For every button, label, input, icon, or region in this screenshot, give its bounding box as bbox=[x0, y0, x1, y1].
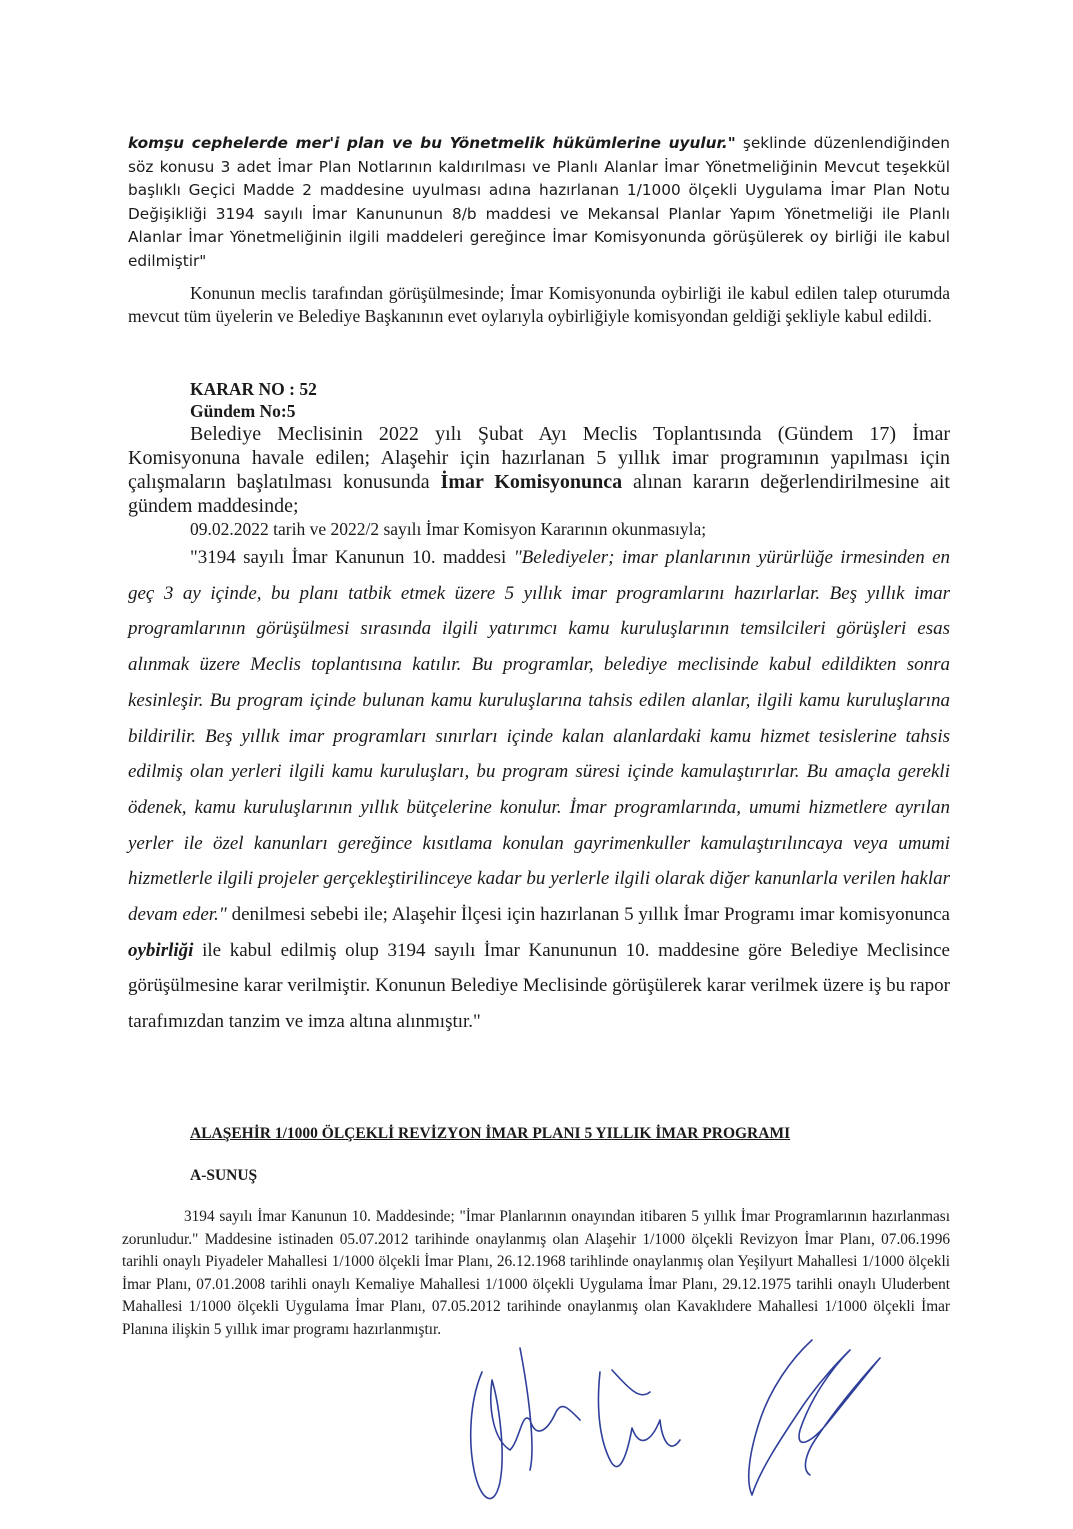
law-intro: "3194 sayılı İmar Kanunun 10. maddesi bbox=[190, 547, 514, 568]
paragraph-sunus: 3194 sayılı İmar Kanunun 10. Maddesinde; "İmar Planlarının onayından itibaren 5 yıllık İmar Programlarının hazırlanması zorunludur." Maddesine istinaden 05.07.2012 tarihinde onaylanmış olan Alaşehir 1/1000 ölçekli Revizyon İmar Planı, 07.06.1996 tarihli onaylı Piyadeler Mahallesi 1/1000 ölçekli İmar Planı, 26.12.1968 tarihlinde onaylanmış olan Yeşilyurt Mahallesi 1/1000 ölçekli İmar Planı, 07.01.2008 tarihli onaylı Kemaliye Mahallesi 1/1000 ölçekli Uygulama İmar Planı, 29.12.1975 tarihli onaylı Uluderbent Mahallesi 1/1000 ölçekli Uygulama İmar Planı, 07.05.2012 tarihinde onaylanmış olan Kavaklıdere Mahallesi 1/1000 ölçekli İmar Planına ilişkin 5 yıllık imar programı hazırlanmıştır. bbox=[122, 1208, 950, 1338]
agenda-text-1: Belediye Meclisinin 2022 yılı Şubat Ayı Meclis Toplantısında (Gündem 17) İmar Komisyonuna havale edilen; Alaşehir için hazırlanan 5 yıllık imar programının yapılması için çalışmaların başlatılması konusunda bbox=[128, 423, 950, 493]
section-title: ALAŞEHİR 1/1000 ÖLÇEKLİ REVİZYON İMAR PLANI 5 YILLIK İMAR PROGRAMI bbox=[190, 1125, 791, 1142]
law-bold: oybirliği bbox=[128, 939, 194, 961]
paragraph-law-quote bbox=[128, 540, 950, 1040]
paragraph-lead-emphasis: komşu cephelerde mer'i plan ve bu Yönetmelik hükümlerine uyulur." bbox=[128, 134, 736, 152]
agenda-text-2: alınan kararın değerlendirilmesine ait gündem maddesinde; bbox=[128, 471, 950, 517]
sub-title: A-SUNUŞ bbox=[190, 1167, 258, 1184]
signature-1 bbox=[471, 1348, 580, 1499]
signature-3 bbox=[749, 1340, 880, 1495]
law-end: ile kabul edilmiş olup 3194 sayılı İmar Kanununun 10. maddesine göre Belediye Meclisince görüşülmesine karar verilmiştir. Konunun Belediye Meclisinde görüşülerek karar verilmek üzere iş bu rapor tarafımızdan tanzim ve imza altına alınmıştır." bbox=[128, 939, 950, 1033]
gundem-no: Gündem No:5 bbox=[190, 401, 296, 421]
paragraph-plan-notes bbox=[128, 132, 950, 273]
law-mid: denilmesi sebebi ile; Alaşehir İlçesi için hazırlanan 5 yıllık İmar Programı imar komisyonunca bbox=[226, 904, 950, 926]
decision-header bbox=[190, 378, 317, 422]
paragraph-council-decision: Konunun meclis tarafından görüşülmesinde; İmar Komisyonunda oybirliği ile kabul edilen talep oturumda mevcut tüm üyelerin ve Belediye Başkanının evet oylarıyla oybirliğiyle komisyondan geldiği şekliyle kabul edildi. bbox=[128, 283, 950, 326]
law-quote: "Belediyeler; imar planlarının yürürlüğe irmesinden en geç 3 ay içinde, bu planı tatbik etmek üzere 5 yıllık imar programlarını hazırlarlar. Beş yıllık imar programlarının görüşülmesi sırasında ilgili yatırımcı kamu kuruluşlarının temsilcileri görüşleri esas alınmak üzere Meclis toplantısına katılır. Bu programlar, belediye meclisinde kabul edildikten sonra kesinleşir. Bu program içinde bulunan kamu kuruluşlarına tahsis edilen alanlar, ilgili kamu kuruluşlarına bildirilir. Beş yıllık imar programları sınırları içinde kalan alanlardaki kamu hizmet tesislerine tahsis edilmiş olan yerleri ilgili kamu kuruluşları, bu program süresi içinde kamulaştırırlar. Bu amaçla gerekli ödenek, kamu kuruluşlarının yıllık bütçelerine konulur. İmar programlarında, umumi hizmetlere ayrılan yerler ile özel kanunları gereğince kısıtlama konulan gayrimenkuller kamulaştırılıncaya veya umumi hizmetlerle ilgili projeler gerçekleştirilinceye kadar bu yerlerle ilgili olarak diğer kanunlarla verilen haklar devam eder." bbox=[128, 547, 951, 926]
karar-no: KARAR NO : 52 bbox=[190, 379, 317, 399]
paragraph-commission-reading: 09.02.2022 tarih ve 2022/2 sayılı İmar Komisyon Kararının okunmasıyla; bbox=[190, 519, 707, 539]
signature-2 bbox=[598, 1370, 680, 1467]
paragraph-text: şeklinde düzenlendiğinden söz konusu 3 adet İmar Plan Notlarının kaldırılması ve Planlı Alanlar İmar Yönetmeliğinin Mevcut teşekkül başlıklı Geçici Madde 2 maddesine uyulması adına hazırlanan 1/1000 ölçekli Uygulama İmar Plan Notu Değişikliği 3194 sayılı İmar Kanununun 8/b maddesi ve Mekansal Planlar Yapım Yönetmeliği ile Planlı Alanlar İmar Yönetmeliğinin ilgili maddeleri gereğince İmar Komisyonunda görüşülerek oy birliği ile kabul edilmiştir" bbox=[128, 134, 951, 270]
paragraph-agenda bbox=[128, 422, 950, 518]
agenda-bold: İmar Komisyonunca bbox=[440, 471, 623, 493]
